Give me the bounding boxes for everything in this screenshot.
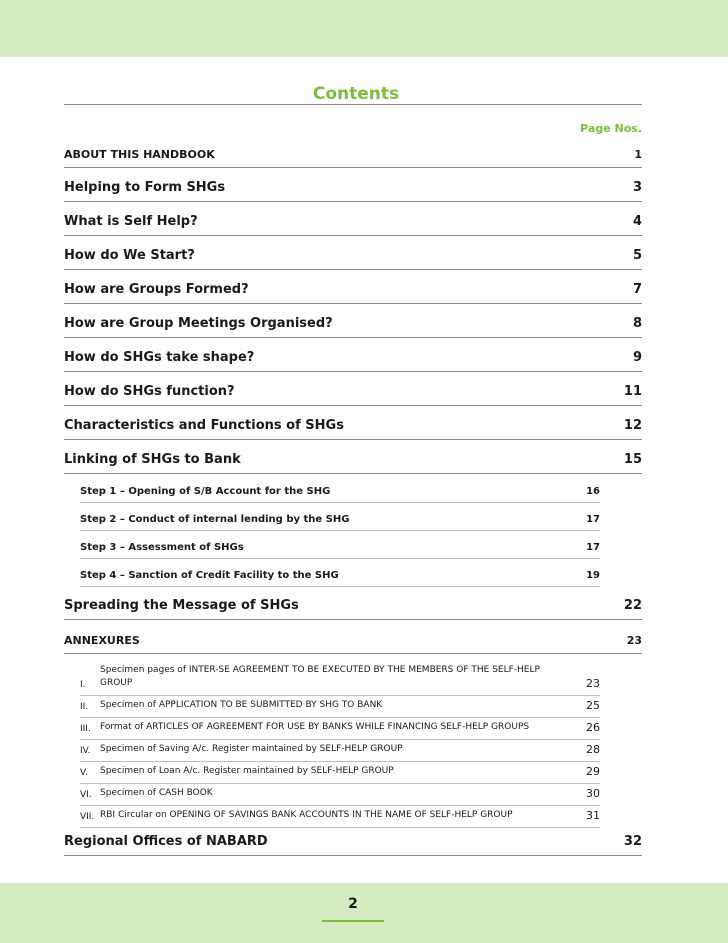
toc-entry-page: 3 <box>632 180 642 195</box>
toc-entry-linking[interactable] <box>64 450 642 474</box>
toc-entry-start[interactable] <box>64 246 642 270</box>
toc-entry-label: How do We Start? <box>64 248 195 263</box>
toc-step-1[interactable] <box>80 481 600 503</box>
bottom-band <box>0 883 728 943</box>
annexure-number: II. <box>80 702 89 712</box>
toc-step-label: Step 1 – Opening of S/B Account for the SHG <box>80 486 331 497</box>
toc-entry-page: 4 <box>632 214 642 229</box>
annexure-label: Specimen of Loan A/c. Register maintained by SELF-HELP GROUP <box>100 766 394 776</box>
toc-entry-spreading[interactable] <box>64 596 642 620</box>
toc-step-page: 16 <box>586 486 600 497</box>
toc-entry-page: 15 <box>623 452 642 467</box>
annexure-page: 25 <box>586 699 600 712</box>
annexure-page: 30 <box>586 787 600 800</box>
toc-entry-label: Characteristics and Functions of SHGs <box>64 418 344 433</box>
annexure-page: 26 <box>586 721 600 734</box>
toc-step-4[interactable] <box>80 565 600 587</box>
annexure-label: Specimen pages of INTER-SE AGREEMENT TO BE EXECUTED BY THE MEMBERS OF THE SELF-HELP GROUP <box>100 665 540 688</box>
toc-entry-regional-offices[interactable] <box>64 832 642 856</box>
toc-step-page: 19 <box>586 570 600 581</box>
toc-entry-page: 32 <box>623 834 642 849</box>
toc-entry-page: 8 <box>632 316 642 331</box>
toc-entry-page: 23 <box>626 634 642 647</box>
annexure-number: III. <box>80 724 91 734</box>
toc-entry-self-help[interactable] <box>64 212 642 236</box>
toc-entry-page: 22 <box>623 598 642 613</box>
toc-step-3[interactable] <box>80 537 600 559</box>
toc-step-label: Step 3 – Assessment of SHGs <box>80 542 244 553</box>
annexure-number: VI. <box>80 790 92 800</box>
annexure-page: 29 <box>586 765 600 778</box>
annexure-item-6[interactable] <box>80 784 600 806</box>
toc-step-label: Step 4 – Sanction of Credit Facility to the SHG <box>80 570 339 581</box>
toc-entry-label: How do SHGs function? <box>64 384 235 399</box>
toc-entry-function[interactable] <box>64 382 642 406</box>
page-nos-label: Page Nos. <box>580 122 642 135</box>
toc-entry-label: Linking of SHGs to Bank <box>64 452 241 467</box>
toc-entry-label: How are Groups Formed? <box>64 282 249 297</box>
toc-entry-page: 5 <box>632 248 642 263</box>
toc-entry-page: 11 <box>623 384 642 399</box>
top-band <box>0 0 728 57</box>
toc-entry-label: ABOUT THIS HANDBOOK <box>64 148 215 161</box>
annexure-label: Specimen of CASH BOOK <box>100 788 213 798</box>
title-divider <box>64 104 642 105</box>
toc-entry-label: How do SHGs take shape? <box>64 350 255 365</box>
toc-entry-page: 1 <box>634 148 642 161</box>
toc-entry-label: What is Self Help? <box>64 214 198 229</box>
annexure-number: IV. <box>80 746 91 756</box>
annexure-item-5[interactable] <box>80 762 600 784</box>
annexure-item-3[interactable] <box>80 718 600 740</box>
footer-underline <box>322 920 384 922</box>
toc-entry-annexures[interactable] <box>64 630 642 654</box>
annexure-page: 28 <box>586 743 600 756</box>
page-title: Contents <box>312 84 400 104</box>
annexure-page: 31 <box>586 809 600 822</box>
toc-entry-label: ANNEXURES <box>64 634 140 647</box>
annexure-label: Specimen of Saving A/c. Register maintained by SELF-HELP GROUP <box>100 744 403 754</box>
annexure-label: Format of ARTICLES OF AGREEMENT FOR USE BY BANKS WHILE FINANCING SELF-HELP GROUPS <box>100 722 530 732</box>
toc-entry-label: How are Group Meetings Organised? <box>64 316 333 331</box>
toc-entry-groups-formed[interactable] <box>64 280 642 304</box>
toc-step-label: Step 2 – Conduct of internal lending by the SHG <box>80 514 350 525</box>
annexure-item-7[interactable] <box>80 806 600 828</box>
annexure-item-2[interactable] <box>80 696 600 718</box>
toc-entry-page: 12 <box>623 418 642 433</box>
toc-entry-helping[interactable] <box>64 178 642 202</box>
annexure-item-1[interactable] <box>80 662 600 696</box>
toc-entry-page: 9 <box>632 350 642 365</box>
annexure-label: Specimen of APPLICATION TO BE SUBMITTED BY SHG TO BANK <box>100 700 383 710</box>
toc-step-2[interactable] <box>80 509 600 531</box>
toc-entry-meetings[interactable] <box>64 314 642 338</box>
toc-entry-label: Helping to Form SHGs <box>64 180 226 195</box>
toc-entry-label: Spreading the Message of SHGs <box>64 598 299 613</box>
toc-entry-label: Regional Offices of NABARD <box>64 834 268 849</box>
toc-entry-take-shape[interactable] <box>64 348 642 372</box>
toc-entry-about[interactable] <box>64 144 642 168</box>
annexure-item-4[interactable] <box>80 740 600 762</box>
annexure-page: 23 <box>586 677 600 690</box>
toc-entry-characteristics[interactable] <box>64 416 642 440</box>
toc-step-page: 17 <box>586 542 600 553</box>
annexure-label: RBI Circular on OPENING OF SAVINGS BANK ACCOUNTS IN THE NAME OF SELF-HELP GROUP <box>100 810 513 820</box>
annexure-number: V. <box>80 768 88 778</box>
toc-entry-page: 7 <box>632 282 642 297</box>
footer-page-number: 2 <box>348 896 358 912</box>
annexure-number: I. <box>80 680 86 690</box>
annexure-number: VII. <box>80 812 95 822</box>
toc-step-page: 17 <box>586 514 600 525</box>
